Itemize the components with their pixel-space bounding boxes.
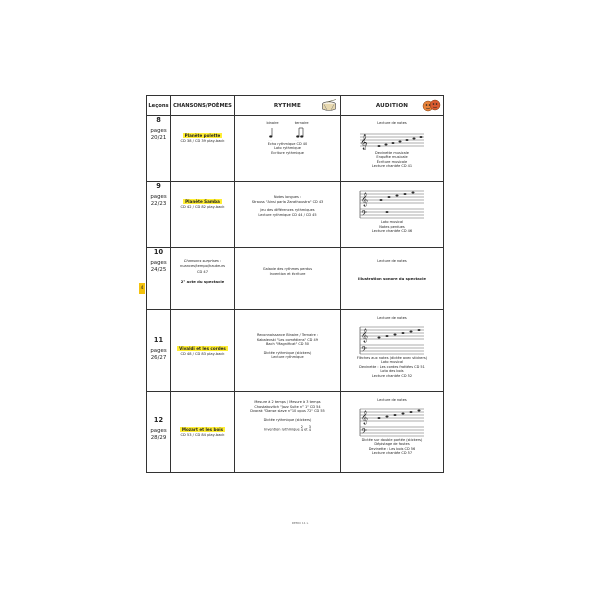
song-line: Chansons surprises : [183,259,222,263]
song-title: Vivaldi et les cordes [179,346,226,351]
lesson-row-8 [147,116,444,182]
lesson-number: 11 [153,336,164,344]
song-cd: CD 38 / CD 39 play-back [180,139,225,144]
song-cd: CD 42 / CD 82 play-back [180,205,225,210]
pages-label: pages [150,348,167,354]
audition-line: Lecture chantée CD 52 [371,373,413,378]
header-chansons: CHANSONS/POÈMES [171,96,235,116]
rythme-line: Dictée rythmique (stickers) [263,417,312,422]
audition-line: Devinette : Les bois CD 56 [368,446,416,451]
pages-label: pages [150,428,167,434]
rythme-line: Dvorak "Danse slave n°10 opus 72" CD 55 [250,409,325,413]
header-rythme-label: RYTHME [273,102,302,109]
lesson-row-10 [147,248,444,310]
pages-label: pages [150,128,167,134]
binaire-label: binaire [266,121,279,125]
svg-text:𝄢: 𝄢 [361,427,367,437]
song-line: nuances/tempo/hauteurs [179,264,226,269]
pages-label: pages [150,260,167,266]
rythme-cell [235,310,341,392]
song-cell [171,392,235,473]
header-rythme [235,96,341,116]
song-bold: 2° acte du spectacle [180,279,225,285]
audition-top: Lecture de notes [377,316,407,320]
svg-text:𝄢: 𝄢 [361,345,367,355]
svg-text:· · ·: · · · [267,139,272,142]
rythme-line: Notes longues : [273,195,302,199]
pages-range: 26/27 [150,355,167,361]
rythme-line: Kabalevski "Les comédiens" CD 49 [257,337,318,342]
song-cell [171,310,235,392]
rythme-line: Echo rythmique CD 40 [267,141,308,146]
audition-line: Enquête musicale [376,155,408,159]
pages-label: pages [150,194,167,200]
grand-staff-icon [357,323,427,355]
lesson-cell [147,116,171,182]
lesson-row-11 [147,310,444,392]
song-cell [171,116,235,182]
svg-text:𝄢: 𝄢 [361,210,367,219]
audition-cell [341,116,444,182]
lesson-number: 12 [153,416,164,424]
lesson-number: 8 [156,116,161,124]
song-cell [171,182,235,248]
lesson-cell [147,248,171,310]
audition-top: Lecture de notes [377,121,407,125]
rythme-line: Loto rythmique [274,146,301,150]
table-header-row [147,96,444,116]
rythme-line: Chostakovitch "Jazz Suite n° 1" CD 54 [254,404,321,409]
rythme-cell [235,392,341,473]
audition-line: Lecture chantée CD 41 [371,164,413,168]
lessons-table [146,95,444,473]
pages-range: 20/21 [150,135,167,141]
pages-range: 28/29 [150,435,167,441]
rythme-line: Mesure à 2 temps / Mesure à 3 temps [254,400,321,404]
time-signature-2-4: 2 4 [300,425,303,433]
audition-line: Flèches aux notes (dictée avec stickers) [356,355,428,360]
invention-label: Invention rythmique [264,427,300,432]
lesson-row-9 [147,182,444,248]
header-audition [341,96,444,116]
lesson-cell [147,392,171,473]
audition-line: Loto musical [380,220,404,224]
lesson-cell [147,310,171,392]
invention-line [235,426,340,433]
lesson-number: 10 [153,248,164,256]
audition-line: Dictée sur double portée (stickers) [361,437,423,442]
rythme-line: Dictée rythmique (stickers) [263,350,312,355]
audition-line: Devinette : Les cordes frottées CD 51 [359,364,425,369]
music-staff-icon [357,128,427,150]
pages-range: 22/23 [150,201,167,207]
rythme-line: Ecriture rythmique [271,150,304,155]
rythme-cell [235,116,341,182]
pages-range: 24/25 [150,267,167,273]
lesson-cell [147,182,171,248]
audition-cell [341,182,444,248]
song-title: Planète Samba [185,199,220,204]
rythme-line: Lecture rythmique [271,355,304,359]
svg-text:𝄞: 𝄞 [361,192,369,206]
faces-icon [422,99,441,112]
page-tab: 4 [139,283,145,294]
rythme-line: Galaxie des rythmes perdus [262,267,313,271]
lesson-row-12 [147,392,444,473]
header-audition-label: AUDITION [375,102,409,109]
audition-line: Lecture chantée CD 46 [371,229,413,233]
song-line: CD 47 [197,269,208,274]
audition-cell [341,248,444,310]
grand-staff-icon [357,405,427,437]
footer-code: DEMO 11 L [291,521,309,525]
rythme-cell [235,182,341,248]
audition-line: Lecture chantée CD 57 [371,451,413,455]
song-title: Mozart et les bois [181,427,224,432]
grand-staff-icon [357,187,427,219]
ternaire-label: ternaire [294,121,309,125]
audition-line: Notes perdues [379,224,405,229]
rythme-line: Reconnaissance Binaire / Ternaire : [256,333,319,337]
svg-text:𝄞: 𝄞 [360,134,368,150]
song-cd: CD 48 / CD 83 play-back [180,352,225,357]
audition-line: Loto des bois [380,369,404,373]
song-cell [171,248,235,310]
song-title: Planète polette [184,133,221,138]
rythme-line: Lecture rythmique CD 44 / CD 45 [258,212,317,217]
audition-top: Lecture de notes [377,259,407,263]
svg-text:𝄞: 𝄞 [361,409,369,424]
rhythm-notes-icon [258,126,318,142]
song-cd: CD 53 / CD 84 play-back [180,433,225,438]
audition-line: Écriture musicale [376,159,408,164]
lesson-number: 9 [156,182,161,190]
audition-cell [341,392,444,473]
audition-cell [341,310,444,392]
drum-icon [321,99,338,112]
rythme-line: Invention et écriture [269,271,306,276]
time-signature-3-4: 3 4 [308,425,311,433]
audition-line: Loto musical [380,360,404,364]
rythme-line: Bach "Magnificat" CD 50 [265,342,310,346]
audition-line: Devinette musicale [375,150,409,155]
audition-line: Dépistage de fautes [374,442,410,446]
rythme-line: Strauss "Ainsi parla Zarathoustra" CD 43 [251,199,324,204]
et-label: et [304,427,308,432]
rythme-cell [235,248,341,310]
audition-top: Lecture de notes [377,398,407,402]
svg-text:𝄞: 𝄞 [361,327,369,342]
header-lecons: Leçons [147,96,171,116]
audition-bold: Illustration sonore du spectacle [358,275,426,281]
rythme-line: Jeu des différences rythmiques [260,208,315,212]
svg-text:· · ·: · · · [294,139,299,142]
